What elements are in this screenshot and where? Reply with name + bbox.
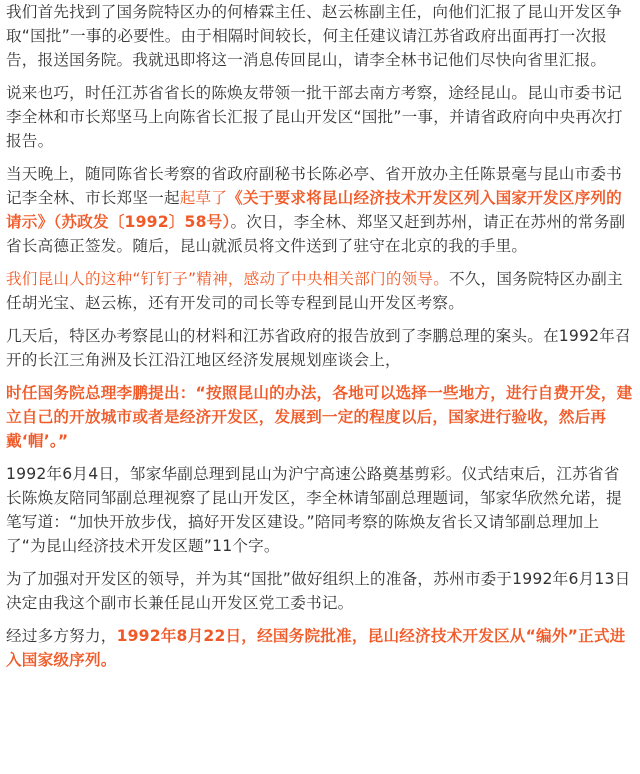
paragraph-5 — [6, 324, 634, 372]
paragraph-text: 。次日，李全林、郑坚又赶到苏州，请正在苏州的常务副省长高德正签发。随后，昆山就派员将文件送到了驻守在北京的我的手里。 — [6, 213, 626, 255]
paragraph-text: 1992年6月4日，邹家华副总理到昆山为沪宁高速公路奠基剪彩。仪式结束后，江苏省省长陈焕友陪同邹副总理视察了昆山开发区，李全林请邹副总理题词，邹家华欣然允诺，提笔写道：“加快开放步伐，搞好开发区建设。”陪同考察的陈焕友省长又请邹副总理加上了“为昆山经济技术开发区题”11个字。 — [6, 465, 622, 555]
paragraph-1 — [6, 0, 634, 72]
paragraph-3 — [6, 162, 634, 258]
paragraph-text: 经过多方努力， — [6, 627, 117, 645]
quote-highlight: 时任国务院总理李鹏提出：“按照昆山的办法，各地可以选择一些地方，进行自费开发，建立自己的开放城市或者是经济开发区，发展到一定的程度以后，国家进行验收，然后再戴‘帽’。” — [6, 384, 633, 450]
paragraph-text: 我们首先找到了国务院特区办的何椿霖主任、赵云栋副主任，向他们汇报了昆山开发区争取“国批”一事的必要性。由于相隔时间较长，何主任建议请江苏省政府出面再打一次报告，报送国务院。我就迅即将这一消息传回昆山，请李全林书记他们尽快向省里汇报。 — [6, 3, 622, 69]
highlighted-text: 起草了 — [179, 189, 228, 207]
paragraph-4 — [6, 267, 634, 315]
paragraph-text: 当天晚上，随同陈省长考察的省政府副秘书长陈必亭、省开放办主任陈景毫与昆山市委书记李全林、市长郑坚一起 — [6, 165, 622, 207]
conclusion-highlight: 1992年8月22日，经国务院批准，昆山经济技术开发区从“编外”正式进入国家级序列。 — [6, 627, 626, 669]
paragraph-7 — [6, 462, 634, 558]
paragraph-9 — [6, 624, 634, 672]
paragraph-6 — [6, 381, 634, 453]
document-title-highlight: 《关于要求将昆山经济技术开发区列入国家开发区序列的请示》（苏政发〔1992〕58号） — [6, 189, 622, 231]
paragraph-2 — [6, 81, 634, 153]
paragraph-text: 说来也巧，时任江苏省省长的陈焕友带领一批干部去南方考察，途经昆山。昆山市委书记李全林和市长郑坚马上向陈省长汇报了昆山开发区“国批”一事，并请省政府向中央再次打报告。 — [6, 84, 623, 150]
paragraph-8 — [6, 567, 634, 615]
paragraph-text: 几天后，特区办考察昆山的材料和江苏省政府的报告放到了李鹏总理的案头。在1992年召开的长江三角洲及长江沿江地区经济发展规划座谈会上， — [6, 327, 631, 369]
paragraph-text: 为了加强对开发区的领导，并为其“国批”做好组织上的准备，苏州市委于1992年6月13日决定由我这个副市长兼任昆山开发区党工委书记。 — [6, 570, 631, 612]
highlighted-text: 我们昆山人的这种“钉钉子”精神，感动了中央相关部门的领导。 — [6, 270, 449, 288]
paragraph-text: 不久，国务院特区办副主任胡光宝、赵云栋，还有开发司的司长等专程到昆山开发区考察。 — [6, 270, 623, 312]
